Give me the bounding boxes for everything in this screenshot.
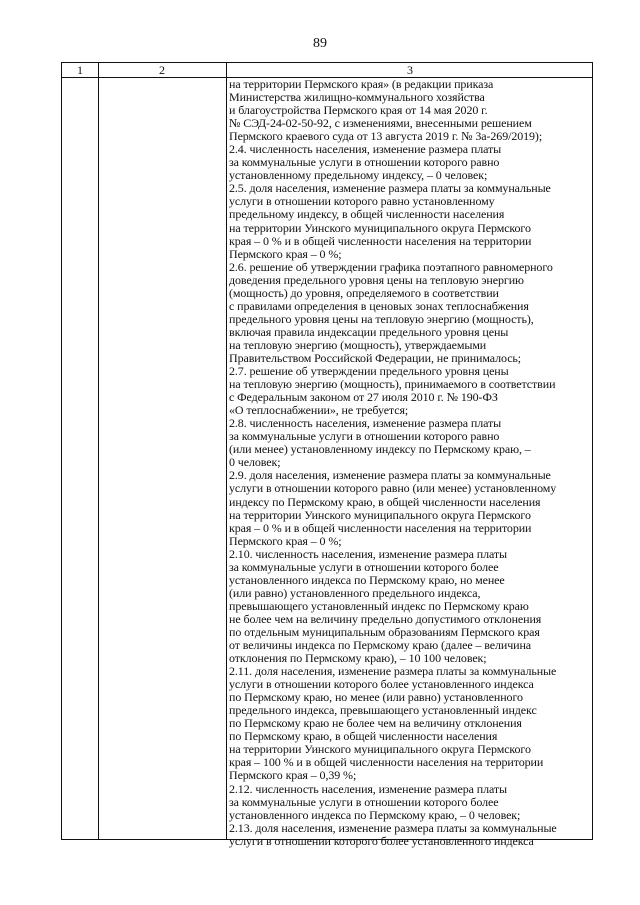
text-line: с правилами определения в ценовых зонах теплоснабжения xyxy=(229,298,529,313)
text-line: установленного индекса по Пермскому краю, но менее xyxy=(229,572,505,587)
text-line: с Федеральным законом от 27 июля 2010 г. № 190-ФЗ xyxy=(229,390,498,405)
text-line: по Пермскому краю, в общей численности населения xyxy=(229,729,498,744)
text-line: 2.7. решение об утверждении предельного уровня цены xyxy=(229,364,509,379)
text-line: 2.10. численность населения, изменение размера платы xyxy=(229,546,508,561)
text-line: за коммунальные услуги в отношении которого равно xyxy=(229,429,500,444)
text-line: 2.4. численность населения, изменение размера платы xyxy=(229,142,502,157)
text-line: края – 100 % и в общей численности населения на территории xyxy=(229,755,544,770)
text-line: предельного индекса, превышающего установленный индекс xyxy=(229,703,537,718)
column-header-3: 3 xyxy=(407,63,413,77)
column-header-2: 2 xyxy=(159,63,165,77)
text-line: не более чем на величину предельно допустимого отклонения xyxy=(229,611,542,626)
text-line: на территории Уинского муниципального округа Пермского xyxy=(229,220,531,235)
text-line: (или менее) установленному индексу по Пермскому краю, – xyxy=(229,442,531,457)
text-line: включая правила индексации предельного уровня цены xyxy=(229,324,509,339)
page-number: 89 xyxy=(313,36,327,51)
text-line: Пермского края – 0 %; xyxy=(229,246,342,261)
text-line: предельному индексу, в общей численности населения xyxy=(229,207,505,222)
text-line: на территории Уинского муниципального округа Пермского xyxy=(229,742,531,757)
column-divider xyxy=(98,63,99,839)
text-line: за коммунальные услуги в отношении которого более xyxy=(229,559,499,574)
text-line: «О теплоснабжении», не требуется; xyxy=(229,403,409,418)
column-3-text xyxy=(229,78,593,848)
text-line: 0 человек; xyxy=(229,455,281,470)
text-line: на территории Уинского муниципального округа Пермского xyxy=(229,507,531,522)
text-line: края – 0 % и в общей численности населения на территории xyxy=(229,520,532,535)
text-line: на тепловую энергию (мощность), утверждаемыми xyxy=(229,337,487,352)
text-line: Министерства жилищно-коммунального хозяйства xyxy=(229,90,485,105)
text-line: на тепловую энергию (мощность), принимаемого в соответствии xyxy=(229,377,556,392)
text-line: услуги в отношении которого более установленного индекса xyxy=(229,677,534,692)
document-table xyxy=(61,62,593,848)
text-line: (мощность) до уровня, определяемого в соответствии xyxy=(229,285,499,300)
text-line: по Пермскому краю, но менее (или равно) установленного xyxy=(229,690,523,705)
text-line: предельного уровня цены на тепловую энергию (мощность), xyxy=(229,311,534,326)
text-line: на территории Пермского края» (в редакции приказа xyxy=(229,77,494,91)
text-line: Пермского края – 0 %; xyxy=(229,533,342,548)
text-line: отклонения по Пермскому краю), – 10 100 человек; xyxy=(229,651,487,666)
text-line: Пермского края – 0,39 %; xyxy=(229,768,357,783)
text-line: и благоустройства Пермского края от 14 мая 2020 г. xyxy=(229,103,488,118)
text-line: доведения предельного уровня цены на тепловую энергию xyxy=(229,272,524,287)
text-line: № СЭД-24-02-50-92, с изменениями, внесенными решением xyxy=(229,116,532,131)
text-line: установленному предельному индексу, – 0 человек; xyxy=(229,168,488,183)
text-line: услуги в отношении которого равно (или менее) установленному xyxy=(229,481,557,496)
text-line: установленного индекса по Пермскому краю, – 0 человек; xyxy=(229,807,521,822)
text-line: края – 0 % и в общей численности населения на территории xyxy=(229,233,532,248)
text-line: индексу по Пермскому краю, в общей численности населения xyxy=(229,494,541,509)
text-line: 2.9. доля населения, изменение размера платы за коммунальные xyxy=(229,468,551,483)
text-line: 2.13. доля населения, изменение размера платы за коммунальные xyxy=(229,820,557,835)
text-line: 2.5. доля населения, изменение размера платы за коммунальные xyxy=(229,181,551,196)
text-line: 2.12. численность населения, изменение размера платы xyxy=(229,781,508,796)
text-line: (или равно) установленного предельного индекса, xyxy=(229,585,481,600)
text-line: превышающего установленный индекс по Пермскому краю xyxy=(229,598,529,613)
text-line: Правительством Российской Федерации, не принималось; xyxy=(229,350,522,365)
text-line: за коммунальные услуги в отношении которого равно xyxy=(229,155,500,170)
text-line: Пермского краевого суда от 13 августа 2019 г. № 3а-269/2019); xyxy=(229,129,543,144)
text-line: 2.11. доля населения, изменение размера платы за коммунальные xyxy=(229,664,557,679)
text-line: 2.8. численность населения, изменение размера платы xyxy=(229,416,502,431)
text-line: за коммунальные услуги в отношении которого более xyxy=(229,794,499,809)
text-line: по Пермскому краю не более чем на величину отклонения xyxy=(229,716,522,731)
text-line: по отдельным муниципальным образованиям Пермского края xyxy=(229,624,540,639)
text-line: услуги в отношении которого более установленного индекса xyxy=(229,833,534,848)
text-line: 2.6. решение об утверждении графика поэтапного равномерного xyxy=(229,259,553,274)
text-line: услуги в отношении которого равно установленному xyxy=(229,194,495,209)
column-header-1: 1 xyxy=(77,63,83,77)
text-line: от величины индекса по Пермскому краю (далее – величина xyxy=(229,638,532,653)
column-divider xyxy=(226,63,227,839)
